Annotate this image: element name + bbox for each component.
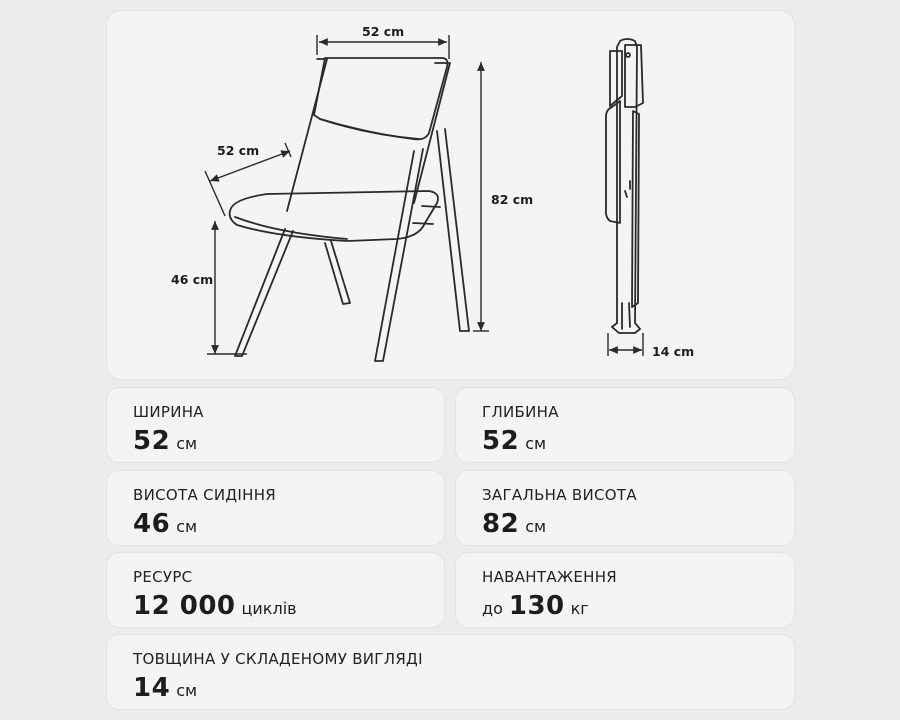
spec-value: 130 [508, 591, 565, 621]
spec-value: 12 000 [133, 591, 236, 621]
spec-label: ШИРИНА [133, 403, 204, 421]
chair-leg-cross [325, 241, 350, 304]
dim-label-total-height: 82 cm [491, 192, 534, 207]
spec-value-row [482, 508, 794, 543]
spec-value: 46 [133, 509, 171, 539]
spec-value: 82 [482, 509, 520, 539]
spec-unit: см [525, 434, 547, 453]
dim-label-depth: 52 cm [217, 143, 260, 158]
spec-card-resource [107, 553, 444, 627]
chair-backrest [314, 58, 448, 139]
chair-front-leg-left [235, 229, 293, 356]
spec-value-row [482, 425, 794, 460]
spec-label: ГЛИБИНА [482, 403, 559, 421]
spec-value-row [133, 590, 444, 625]
spec-unit: см [176, 517, 198, 536]
spec-unit: циклів [241, 599, 297, 618]
spec-label: ВИСОТА СИДІННЯ [133, 486, 277, 504]
spec-value-row [133, 508, 444, 543]
spec-label: РЕСУРС [133, 568, 193, 586]
spec-unit: кг [570, 599, 589, 618]
dim-label-seat-height: 46 cm [171, 272, 214, 287]
spec-card-folded-thickness [107, 635, 794, 709]
chair-rear-leg [375, 149, 423, 361]
folded-chair-frame [612, 39, 640, 333]
spec-prefix: до [482, 599, 503, 618]
spec-unit: см [176, 434, 198, 453]
spec-label: ЗАГАЛЬНА ВИСОТА [482, 486, 637, 504]
spec-label: НАВАНТАЖЕННЯ [482, 568, 618, 586]
spec-card-width [107, 388, 444, 462]
spec-unit: см [525, 517, 547, 536]
dim-label-folded: 14 cm [652, 344, 695, 359]
spec-value: 14 [133, 673, 171, 703]
chair-dimension-drawing [107, 11, 794, 379]
spec-value-row [482, 590, 794, 625]
spec-card-seat-height [107, 471, 444, 545]
spec-value: 52 [482, 426, 520, 456]
spec-value-row [133, 425, 444, 460]
spec-card-load [456, 553, 794, 627]
chair-rear-leg-right [437, 129, 469, 331]
chair-diagram-panel [107, 11, 794, 379]
spec-label: ТОВЩИНА У СКЛАДЕНОМУ ВИГЛЯДІ [133, 650, 423, 668]
spec-unit: см [176, 681, 198, 700]
spec-value: 52 [133, 426, 171, 456]
spec-card-total-height [456, 471, 794, 545]
dim-label-width: 52 cm [362, 24, 405, 39]
spec-card-depth [456, 388, 794, 462]
spec-value-row [133, 672, 794, 707]
